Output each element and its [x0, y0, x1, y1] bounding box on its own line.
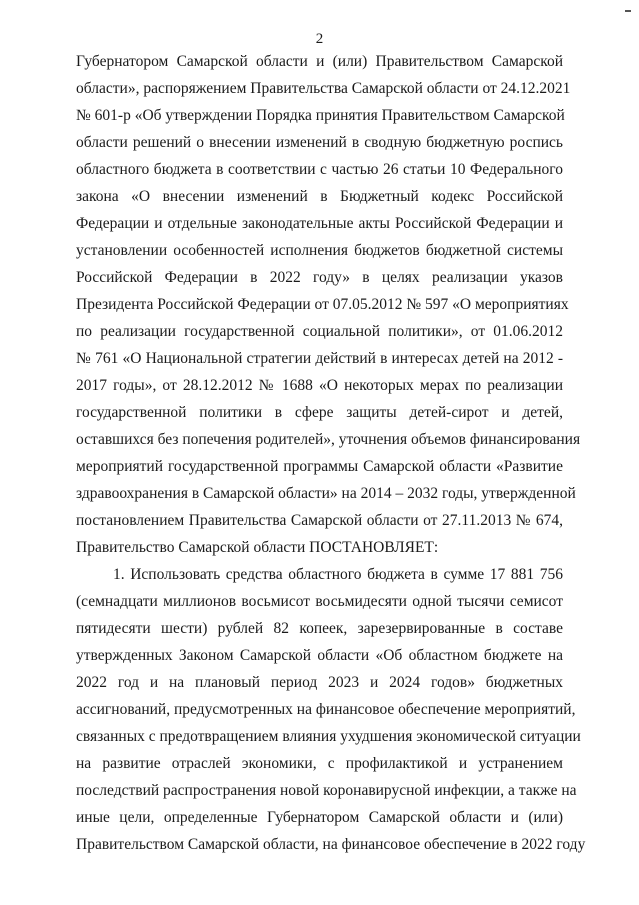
text-line: утвержденных Законом Самарской области «Об областном бюджете на — [76, 647, 563, 664]
text-line: здравоохранения в Самарской области» на 2014 – 2032 годы, утвержденной — [76, 485, 576, 502]
text-line: (семнадцати миллионов восьмисот восьмидесяти одной тысячи семисот — [76, 593, 563, 610]
text-line: 2022 год и на плановый период 2023 и 2024 годов» бюджетных — [76, 674, 563, 691]
text-line: № 601-р «Об утверждении Порядка принятия Правительством Самарской — [76, 107, 565, 124]
text-line: государственной политики в сфере защиты детей-сирот и детей, — [76, 404, 563, 421]
text-line: иные цели, определенные Губернатором Самарской области и (или) — [76, 809, 563, 826]
text-line: № 761 «О Национальной стратегии действий в интересах детей на 2012 - — [76, 350, 563, 367]
text-line: 1. Использовать средства областного бюджета в сумме 17 881 756 — [113, 566, 563, 583]
text-line: установлении особенностей исполнения бюджетов бюджетной системы — [76, 242, 563, 259]
text-line: Федерации и отдельные законодательные акты Российской Федерации и — [76, 215, 563, 232]
text-line: последствий распространения новой коронавирусной инфекции, а также на — [76, 782, 577, 799]
text-line: области решений о внесении изменений в сводную бюджетную роспись — [76, 134, 563, 151]
text-line: Российской Федерации в 2022 году» в целях реализации указов — [76, 269, 563, 286]
text-line: области», распоряжением Правительства Самарской области от 24.12.2021 — [76, 80, 571, 97]
text-line: по реализации государственной социальной политики», от 01.06.2012 — [76, 323, 563, 340]
text-line: Правительством Самарской области, на финансовое обеспечение в 2022 году — [76, 836, 586, 853]
text-line: оставшихся без попечения родителей», уточнения объемов финансирования — [76, 431, 581, 448]
text-line: ассигнований, предусмотренных на финансовое обеспечение мероприятий, — [76, 701, 576, 718]
text-line: Президента Российской Федерации от 07.05.2012 № 597 «О мероприятиях — [76, 296, 569, 313]
page-number: 2 — [315, 31, 324, 47]
text-line: постановлением Правительства Самарской области от 27.11.2013 № 674, — [76, 512, 563, 529]
margin-mark — [625, 10, 631, 12]
text-line: Правительство Самарской области ПОСТАНОВЛЯЕТ: — [76, 539, 439, 556]
text-line: мероприятий государственной программы Самарской области «Развитие — [76, 458, 563, 475]
text-line: Губернатором Самарской области и (или) Правительством Самарской — [76, 53, 563, 70]
document-body — [76, 48, 586, 858]
text-line: связанных с предотвращением влияния ухудшения экономической ситуации — [76, 728, 581, 745]
text-line: пятидесяти шести) рублей 82 копеек, зарезервированные в составе — [76, 620, 563, 637]
text-line: 2017 годы», от 28.12.2012 № 1688 «О некоторых мерах по реализации — [76, 377, 563, 394]
text-line: областного бюджета в соответствии с частью 26 статьи 10 Федерального — [76, 161, 563, 178]
text-line: закона «О внесении изменений в Бюджетный кодекс Российской — [76, 188, 563, 205]
text-line: на развитие отраслей экономики, с профилактикой и устранением — [76, 755, 563, 772]
